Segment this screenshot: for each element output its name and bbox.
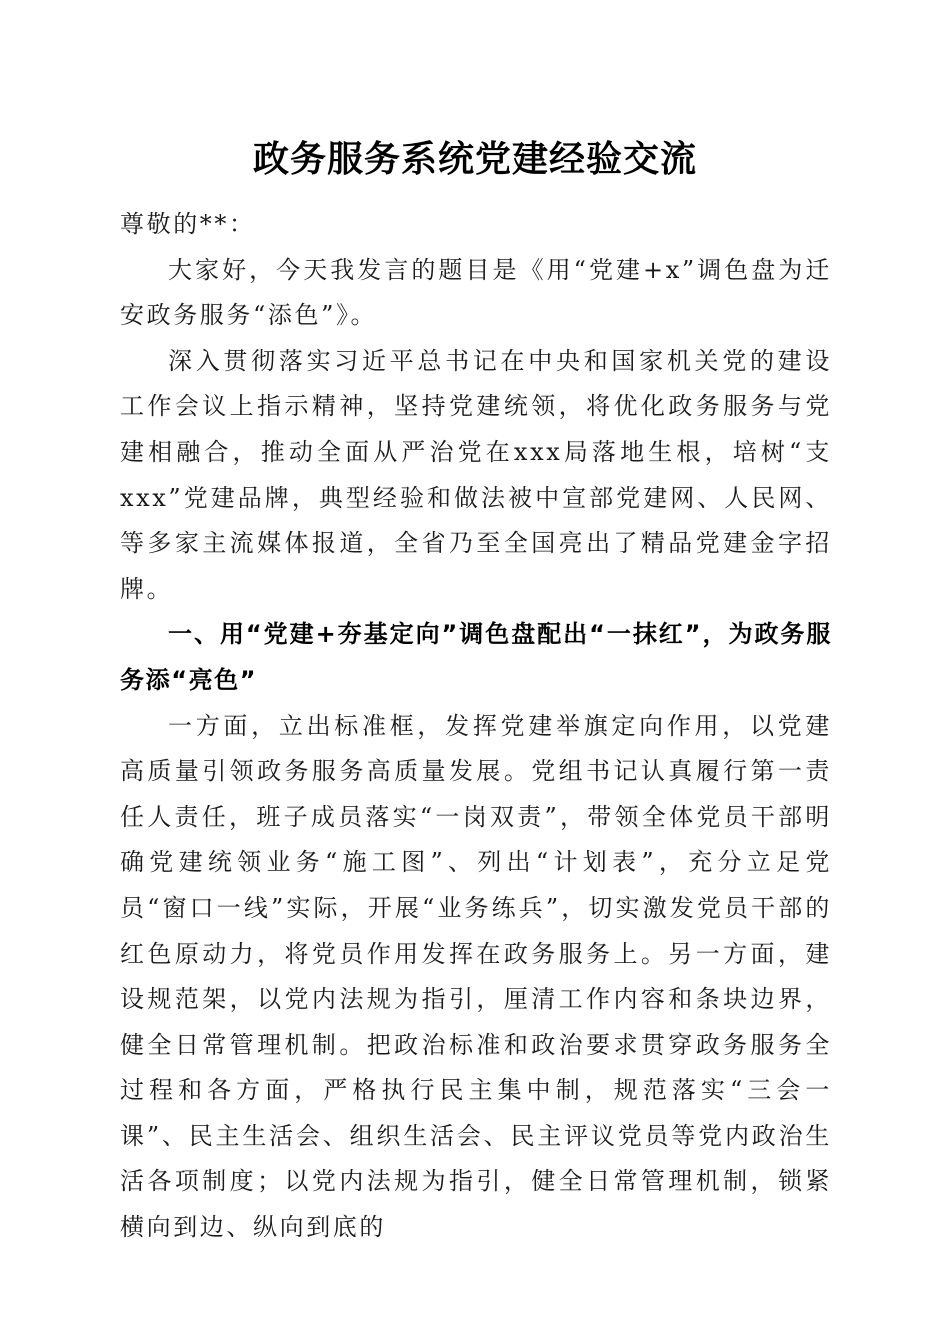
paragraph-intro: 大家好，今天我发言的题目是《用“党建+x”调色盘为迁安政务服务“添色”》。 [120, 255, 832, 330]
document-title: 政务服务系统党建经验交流 [252, 138, 697, 180]
salutation: 尊敬的**： [120, 210, 256, 238]
section-paragraph: 一方面，立出标准框，发挥党建举旗定向作用，以党建高质量引领政务服务高质量发展。党组书记认真履行第一责任人责任，班子成员落实“一岗双责”，带领全体党员干部明确党建统领业务“施工图”、列出“计划表”，充分立足党员“窗口一线”实际，开展“业务练兵”，切实激发党员干部的红色原动力，将党员作用发挥在政务服务上。另一方面，建设规范架，以党内法规为指引，厘清工作内容和条块边界，健全日常管理机制。把政治标准和政治要求贯穿政务服务全过程和各方面，严格执行民主集中制，规范落实“三会一课”、民主生活会、组织生活会、民主评议党员等党内政治生活各项制度；以党内法规为指引，健全日常管理机制，锁紧横向到边、纵向到底的 [120, 711, 832, 1242]
section-heading: 一、用“党建+夯基定向”调色盘配出“一抹红”，为政务服务添“亮色” [120, 620, 832, 694]
paragraph-overview: 深入贯彻落实习近平总书记在中央和国家机关党的建设工作会议上指示精神，坚持党建统领，将优化政务服务与党建相融合，推动全面从严治党在xxx局落地生根，培树“支xxx”党建品牌，典型经验和做法被中宣部党建网、人民网、等多家主流媒体报道，全省乃至全国亮出了精品党建金字招牌。 [120, 346, 832, 603]
document-body [120, 202, 832, 1251]
